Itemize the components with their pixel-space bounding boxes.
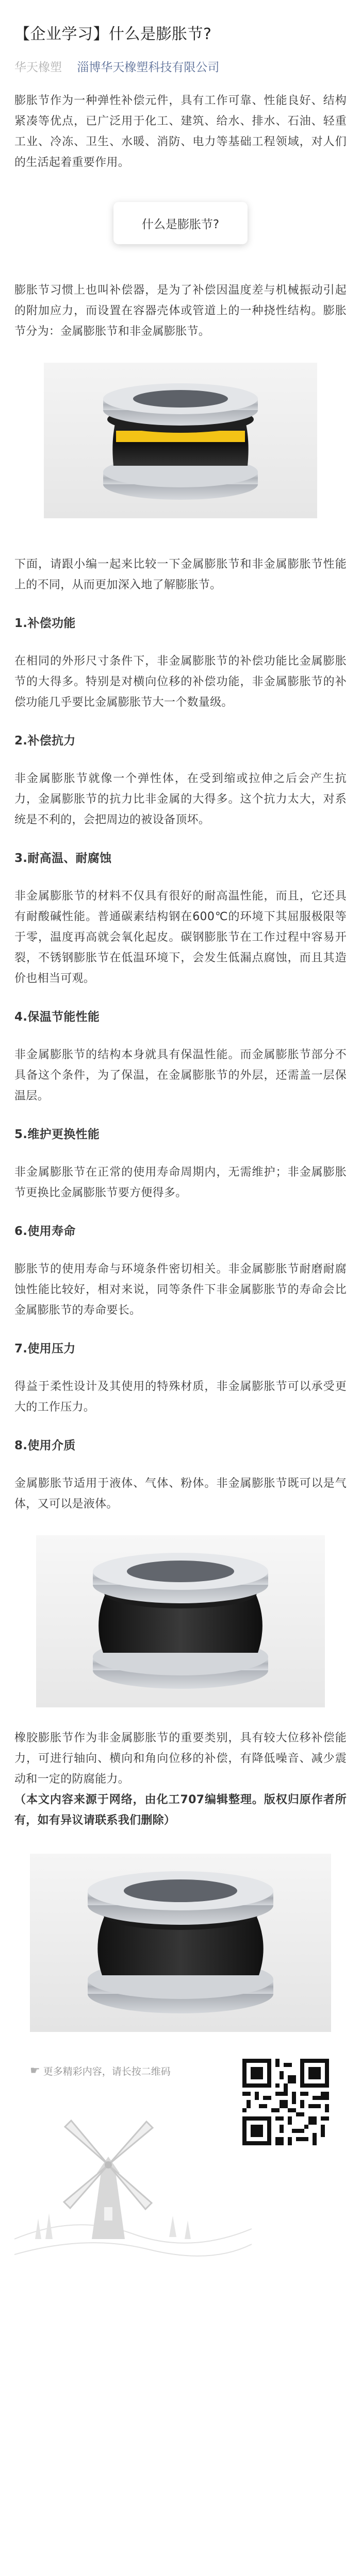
article: [14, 0, 347, 2032]
product-photo-1: [44, 363, 317, 518]
section-text-medium: 金属膨胀节适用于液体、气体、粉体。非金属膨胀节既可以是气体，又可以是液体。: [14, 1477, 347, 1511]
footer-note-text: 更多精彩内容，请长按二维码: [43, 2066, 171, 2077]
section-text-pressure: 得益于柔性设计及其使用的特殊材质，非金属膨胀节可以承受更大的工作压力。: [14, 1380, 347, 1414]
account-link[interactable]: 淄博华天橡塑科技有限公司: [77, 61, 220, 74]
definition-paragraph: 膨胀节习惯上也叫补偿器，是为了补偿因温度差与机械振动引起的附加应力，而设置在容器壳体或管道上的一种挠性结构。膨胀节分为：金属膨胀节和非金属膨胀节。: [14, 284, 347, 338]
topic-card-label: 什么是膨胀节?: [141, 217, 220, 231]
footer-note: [30, 2064, 171, 2078]
section-heading-medium: 8.使用介质: [14, 1439, 76, 1452]
rubber-expansion-joint-image: [36, 1535, 325, 1707]
copyright-notice: （本文内容来源于网络，由化工707编辑整理。版权归原作者所有，如有异议请联系我们删除）: [14, 1793, 347, 1827]
rubber-expansion-joint-image: [30, 1854, 331, 2032]
section-heading-insulation: 4.保温节能性能: [14, 1010, 100, 1024]
rubber-expansion-joint-image: [44, 363, 317, 518]
footer: [14, 2043, 347, 2270]
comparison-intro: 下面，请跟小编一起来比较一下金属膨胀节和非金属膨胀节性能上的不同，从而更加深入地了解膨胀节。: [14, 558, 347, 591]
section-text-heat-corrosion: 非金属膨胀节的材料不仅具有很好的耐高温性能，而且，它还具有耐酸碱性能。普通碳素结构钢在600℃的环境下其屈服极限等于零，温度再高就会氧化起皮。碳钢膨胀节在工作过程中容易开裂，不锈钢膨胀节在低温环境下，会发生低漏点腐蚀，而且其造价也相当可观。: [14, 890, 347, 985]
section-heading-resistance: 2.补偿抗力: [14, 734, 76, 748]
topic-card: [113, 202, 248, 244]
rubber-joint-paragraph: 橡胶膨胀节作为非金属膨胀节的重要类别，具有较大位移补偿能力，可进行轴向、横向和角向位移的补偿，有降低噪音、减少震动和一定的防腐能力。: [14, 1732, 347, 1786]
section-text-compensation: 在相同的外形尺寸条件下，非金属膨胀节的补偿功能比金属膨胀节的大得多。特别是对横向位移的补偿功能，非金属膨胀节的补偿功能几乎要比金属膨胀节大一个数量级。: [14, 655, 347, 709]
qr-code[interactable]: [242, 2059, 329, 2145]
section-text-insulation: 非金属膨胀节的结构本身就具有保温性能。而金属膨胀节部分不具备这个条件，为了保温，在金属膨胀节的外层，还需盖一层保温层。: [14, 1048, 347, 1103]
section-heading-compensation: 1.补偿功能: [14, 617, 76, 630]
article-meta: [14, 60, 347, 75]
intro-paragraph: 膨胀节作为一种弹性补偿元件，具有工作可靠、性能良好、结构紧凑等优点，已广泛用于化工、建筑、给水、排水、石油、轻重工业、冷冻、卫生、水暖、消防、电力等基础工程领域，对人们的生活起着重要作用。: [14, 94, 347, 169]
section-heading-pressure: 7.使用压力: [14, 1342, 76, 1355]
section-heading-service-life: 6.使用寿命: [14, 1225, 76, 1238]
product-photo-3: [30, 1854, 331, 2032]
article-title: 【企业学习】什么是膨胀节?: [14, 25, 212, 43]
section-text-service-life: 膨胀节的使用寿命与环境条件密切相关。非金属膨胀节耐磨耐腐蚀性能比较好，相对来说，同等条件下非金属膨胀节的寿命会比金属膨胀节的寿命要长。: [14, 1263, 347, 1317]
section-heading-heat-corrosion: 3.耐高温、耐腐蚀: [14, 852, 112, 865]
section-text-maintenance: 非金属膨胀节在正常的使用寿命周期内，无需维护；非金属膨胀节更换比金属膨胀节要方便得多。: [14, 1166, 347, 1199]
hand-pointing-icon: ☛: [30, 2064, 40, 2077]
author-name: 华天橡塑: [14, 61, 62, 74]
windmill-illustration: [14, 2084, 252, 2270]
section-text-resistance: 非金属膨胀节就像一个弹性体，在受到缩或拉伸之后会产生抗力，金属膨胀节的抗力比非金属的大得多。这个抗力太大，对系统是不利的，会把周边的被设备顶坏。: [14, 772, 347, 826]
product-photo-2: [36, 1535, 325, 1707]
section-heading-maintenance: 5.维护更换性能: [14, 1128, 100, 1141]
